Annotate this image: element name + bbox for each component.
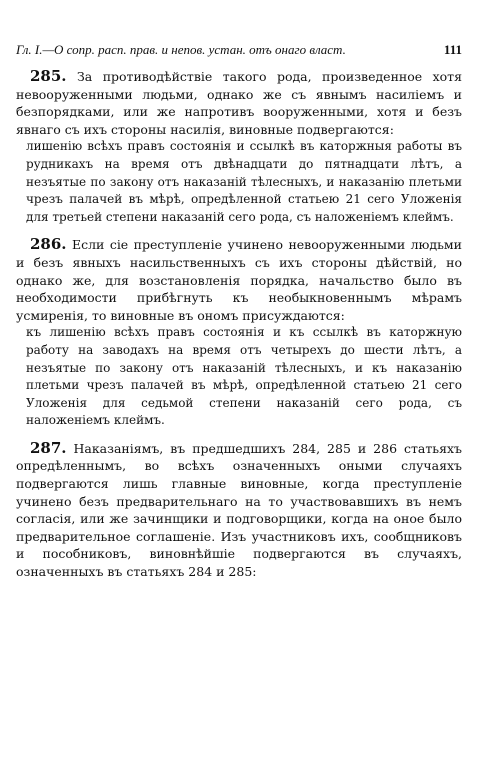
article-penalty: къ лишенію всѣхъ правъ состоянія и къ ссылкѣ въ каторжную работу на заводахъ на время отъ четырехъ до шести лѣтъ, а незъятые по закону отъ наказаній тѣлесныхъ, и къ наказанію плетьми чрезъ палачей въ мѣрѣ, опредѣленной статьею 21 сего Уложенія для седьмой степени наказаній сего рода, съ наложеніемъ клеймъ.: [26, 325, 462, 428]
article-text: [16, 440, 462, 581]
article-number: 287.: [30, 438, 67, 457]
page-number: 111: [443, 42, 462, 57]
running-head-title: Гл. I.—О сопр. расп. прав. и непов. устан. отъ онаго власт.: [16, 42, 346, 57]
article-body: За противодѣйствіе такого рода, произведенное хотя невооруженными людьми, однако же съ явнымъ насиліемъ и безпорядками, или же напротивъ вооруженными, хотя и безъ явнаго съ ихъ стороны насилія, виновные подвергаются:: [16, 69, 462, 137]
article-285: [16, 68, 462, 226]
article-number: 285.: [30, 67, 67, 85]
article-body: Если сіе преступленіе учинено невооруженными людьми и безъ явныхъ насильственныхъ съ ихъ стороны дѣйствій, но однако же, для возстановленія порядка, начальство было въ необходимости прибѣгнуть къ необыкновеннымъ мѣрамъ усмиренія, то виновные въ ономъ присуждаются:: [16, 237, 462, 323]
article-penalty: лишенію всѣхъ правъ состоянія и ссылкѣ въ каторжныя работы въ рудникахъ на время отъ двѣнадцати до пятнадцати лѣтъ, а незъятые по закону отъ наказаній тѣлесныхъ, и наказанію плетьми чрезъ палачей въ мѣрѣ, опредѣленной статьею 21 сего Уложенія для третьей степени наказаній сего рода, съ наложеніемъ клеймъ.: [26, 139, 462, 224]
article-text: [16, 236, 462, 324]
running-head: [16, 42, 462, 58]
article-text: [16, 68, 462, 138]
article-286: [16, 236, 462, 430]
book-page: [16, 42, 462, 591]
article-number: 286.: [30, 235, 67, 254]
article-body: Наказаніямъ, въ предшедшихъ 284, 285 и 286 статьяхъ опредѣленнымъ, во всѣхъ означенныхъ оными случаяхъ подвергаются лишь главные виновные, когда преступленіе учинено безъ предварительнаго на то участвовавшихъ въ немъ согласія, или же зачинщики и подговорщики, когда на оное было предварительное соглашеніе. Изъ участниковъ ихъ, сообщниковъ и пособниковъ, виновнѣйшіе подвергаются въ случаяхъ, означенныхъ въ статьяхъ 284 и 285:: [16, 440, 462, 580]
article-287: [16, 440, 462, 581]
